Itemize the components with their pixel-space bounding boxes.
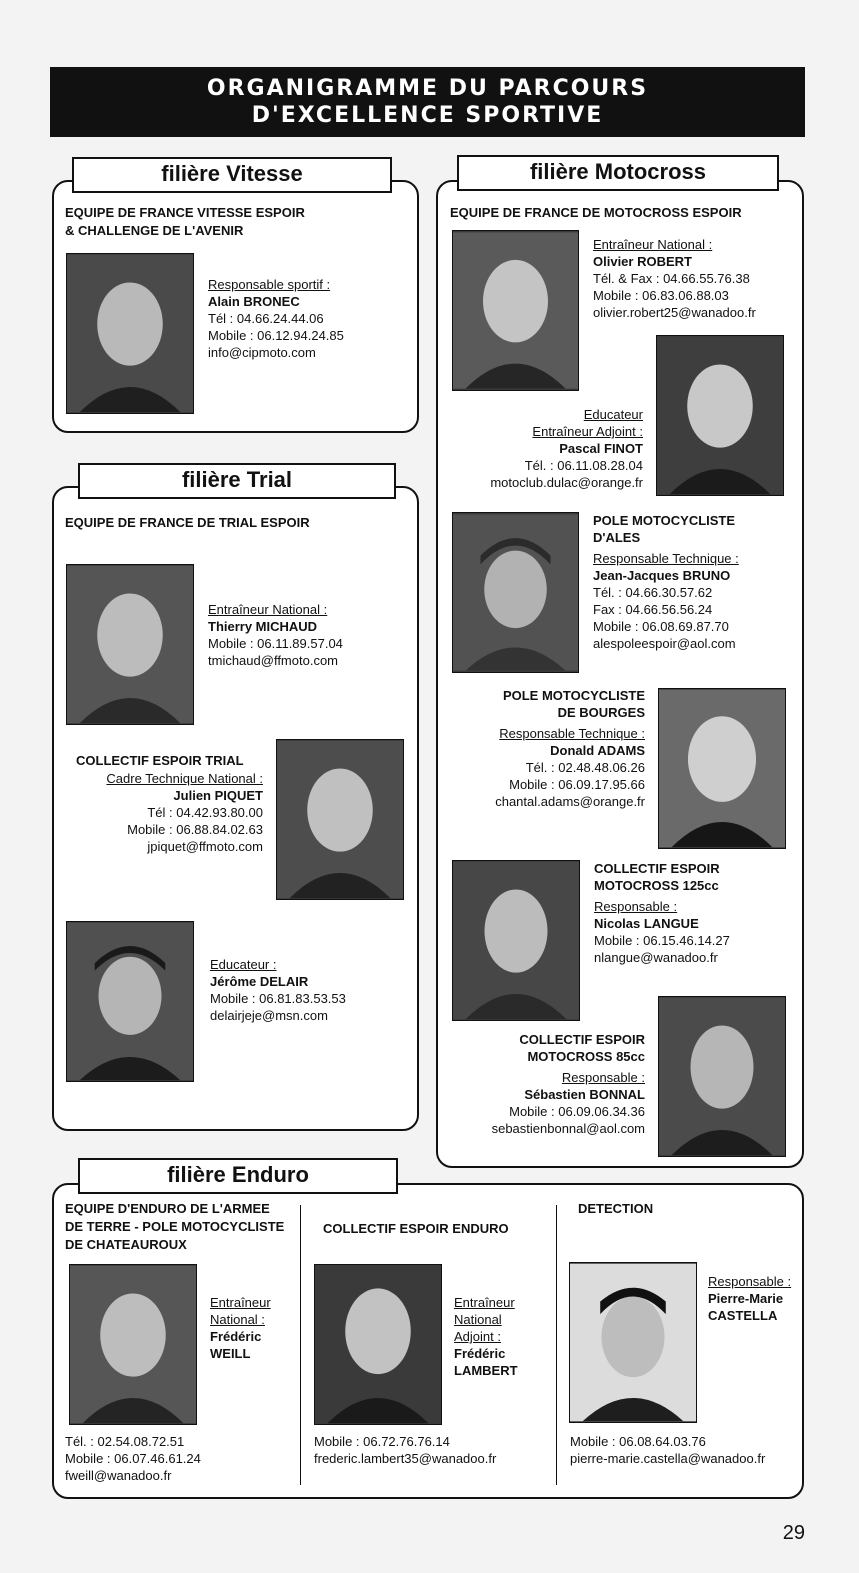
motocross-125cc: COLLECTIF ESPOIR MOTOCROSS 125cc Responsable : Nicolas LANGUE Mobile : 06.15.46.14.27 nlangue@wanadoo.fr — [594, 861, 730, 965]
vitesse-team: EQUIPE DE FRANCE VITESSE ESPOIR & CHALLENGE DE L'AVENIR — [65, 205, 305, 238]
enduro-col3-contact: Responsable : Pierre-Marie CASTELLA — [708, 1274, 792, 1323]
motocross-bourges: POLE MOTOCYCLISTE DE BOURGES Responsable Technique : Donald ADAMS Tél. : 02.48.48.06.26 Mobile : 06.09.17.95.66 chantal.adams@orange.fr — [495, 688, 645, 809]
trial-tab: filière Trial — [78, 463, 396, 499]
trial-contact-3: Educateur : Jérôme DELAIR Mobile : 06.81.83.53.53 delairjeje@msn.com — [210, 957, 346, 1023]
enduro-col1-contact: Entraîneur National : Frédéric WEILL — [210, 1295, 271, 1361]
page-number: 29 — [782, 1522, 805, 1544]
enduro-tab: filière Enduro — [78, 1158, 398, 1194]
vitesse-tab: filière Vitesse — [72, 157, 392, 193]
title-line-1: ORGANIGRAMME DU PARCOURS — [206, 76, 649, 101]
motocross-contact-2: Educateur Entraîneur Adjoint : Pascal FINOT Tél. : 06.11.08.28.04 motoclub.dulac@orange.fr — [490, 407, 643, 490]
photo-frederic-weill — [69, 1264, 197, 1425]
trial-contact-2: Cadre Technique National : Julien PIQUET Tél : 04.42.93.80.00 Mobile : 06.88.84.02.63 jpiquet@ffmoto.com — [106, 771, 263, 854]
photo-julien-piquet — [276, 739, 404, 900]
photo-thierry-michaud — [66, 564, 194, 725]
trial-team: EQUIPE DE FRANCE DE TRIAL ESPOIR — [65, 515, 310, 530]
photo-jean-jacques-bruno — [452, 512, 579, 673]
enduro-col1-team: EQUIPE D'ENDURO DE L'ARMEE DE TERRE - POLE MOTOCYCLISTE DE CHATEAUROUX — [65, 1201, 285, 1252]
trial-collectif-title: COLLECTIF ESPOIR TRIAL — [76, 753, 244, 768]
enduro-col3-lines: Mobile : 06.08.64.03.76 pierre-marie.castella@wanadoo.fr — [570, 1434, 766, 1466]
photo-nicolas-langue — [452, 860, 580, 1021]
photo-jerome-delair — [66, 921, 194, 1082]
enduro-col1-lines: Tél. : 02.54.08.72.51 Mobile : 06.07.46.61.24 fweill@wanadoo.fr — [65, 1434, 201, 1483]
motocross-85cc: COLLECTIF ESPOIR MOTOCROSS 85cc Responsable : Sébastien BONNAL Mobile : 06.09.06.34.36 sebastienbonnal@aol.com — [491, 1032, 645, 1136]
enduro-col3-team: DETECTION — [578, 1201, 654, 1216]
motocross-tab: filière Motocross — [457, 155, 779, 191]
motocross-contact-1: Entraîneur National : Olivier ROBERT Tél. & Fax : 04.66.55.76.38 Mobile : 06.83.06.88.03 olivier.robert25@wanadoo.fr — [593, 237, 756, 320]
motocross-team: EQUIPE DE FRANCE DE MOTOCROSS ESPOIR — [450, 205, 742, 220]
motocross-ales: POLE MOTOCYCLISTE D'ALES Responsable Technique : Jean-Jacques BRUNO Tél. : 04.66.30.57.62 Fax : 04.66.56.56.24 Mobile : 06.08.69.87.70 alespoleespoir@aol.com — [593, 513, 739, 651]
photo-pascal-finot — [656, 335, 784, 496]
vitesse-contact: Responsable sportif : Alain BRONEC Tél : 04.66.24.44.06 Mobile : 06.12.94.24.85 info@cipmoto.com — [208, 277, 344, 360]
photo-olivier-robert — [452, 230, 579, 391]
enduro-col2-lines: Mobile : 06.72.76.76.14 frederic.lambert35@wanadoo.fr — [314, 1434, 497, 1466]
enduro-col2-team: COLLECTIF ESPOIR ENDURO — [323, 1221, 509, 1236]
enduro-divider-2 — [556, 1205, 557, 1485]
photo-pierre-marie-castella — [569, 1262, 697, 1423]
title-line-2: D'EXCELLENCE SPORTIVE — [251, 103, 604, 128]
photo-donald-adams — [658, 688, 786, 849]
enduro-divider-1 — [300, 1205, 301, 1485]
trial-contact-1: Entraîneur National : Thierry MICHAUD Mobile : 06.11.89.57.04 tmichaud@ffmoto.com — [208, 602, 343, 668]
page-title — [50, 67, 805, 137]
photo-frederic-lambert — [314, 1264, 442, 1425]
enduro-col2-contact: Entraîneur National Adjoint : Frédéric LAMBERT — [454, 1295, 518, 1378]
photo-sebastien-bonnal — [658, 996, 786, 1157]
photo-alain-bronec — [66, 253, 194, 414]
